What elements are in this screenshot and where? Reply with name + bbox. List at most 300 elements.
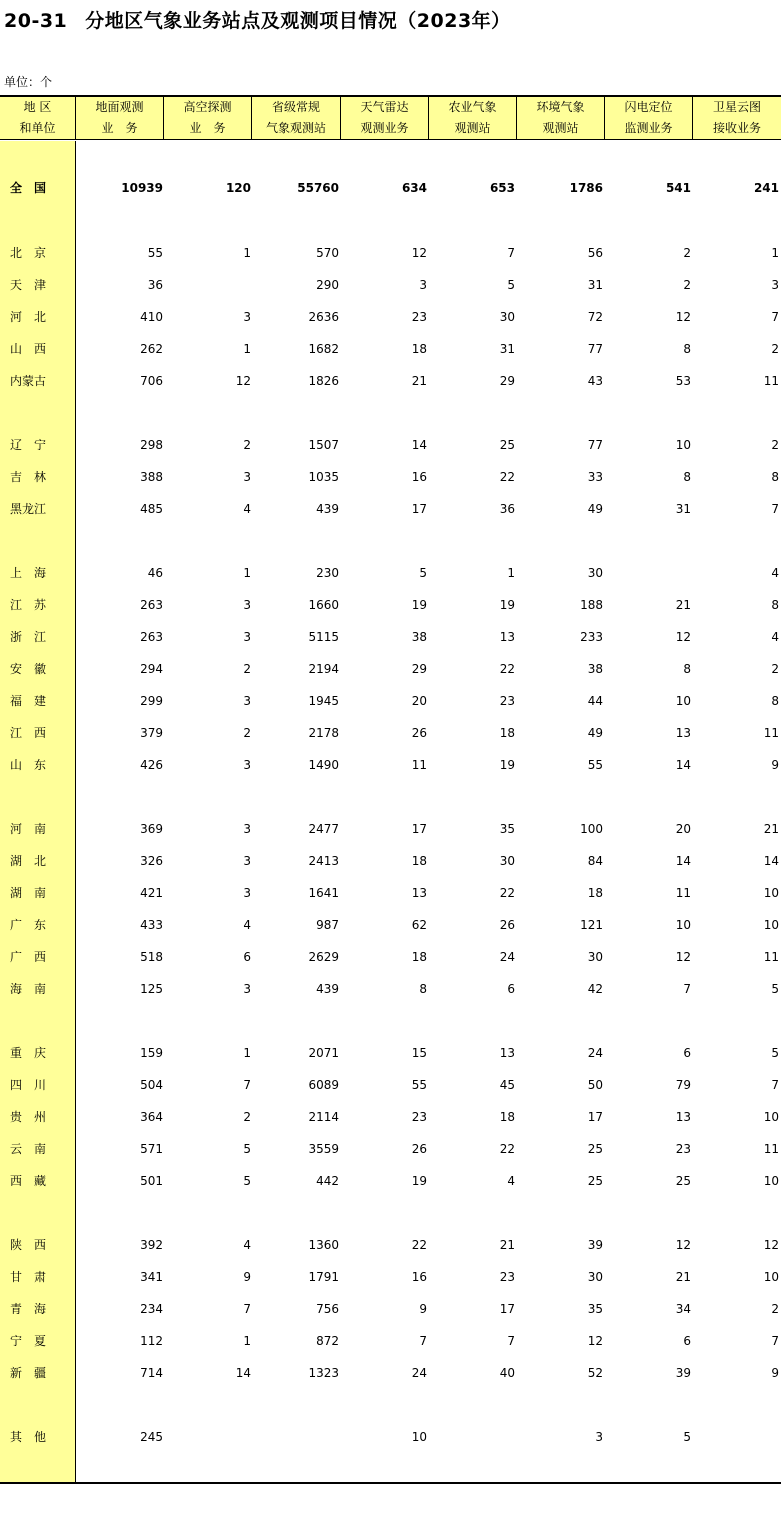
table-cell: 13 — [499, 1046, 515, 1060]
table-cell: 7 — [771, 310, 779, 324]
table-cell: 17 — [411, 822, 427, 836]
table-row — [0, 595, 781, 615]
table-cell: 36 — [499, 502, 515, 516]
column-header-line2: 气象观测站 — [265, 121, 326, 135]
table-cell: 5 — [771, 982, 779, 996]
table-cell: 26 — [411, 726, 427, 740]
table-cell: 442 — [316, 1174, 339, 1188]
table-cell: 21 — [499, 1238, 515, 1252]
table-cell: 21 — [763, 822, 779, 836]
table-row — [0, 883, 781, 903]
table-cell: 18 — [411, 342, 427, 356]
region-name: 福 建 — [10, 694, 47, 708]
unit-label: 单位：个 — [4, 75, 53, 89]
table-cell: 3 — [243, 598, 251, 612]
table-cell: 11 — [411, 758, 427, 772]
table-cell: 77 — [587, 438, 603, 452]
table-cell: 8 — [771, 598, 779, 612]
table-cell: 4 — [243, 918, 251, 932]
table-cell: 14 — [675, 758, 691, 772]
column-header-line1: 省级常规 — [271, 100, 320, 114]
table-cell: 49 — [587, 726, 603, 740]
table-row — [0, 755, 781, 775]
table-cell: 23 — [499, 1270, 515, 1284]
table-cell: 392 — [140, 1238, 163, 1252]
table-cell: 38 — [411, 630, 427, 644]
table-cell: 5 — [419, 566, 427, 580]
table-cell: 5 — [507, 278, 515, 292]
table-cell: 55 — [411, 1078, 427, 1092]
table-cell: 6 — [507, 982, 515, 996]
region-name: 黑龙江 — [10, 502, 47, 516]
column-header-line2: 业 务 — [189, 121, 226, 135]
table-cell: 4 — [243, 502, 251, 516]
table-cell: 2 — [683, 278, 691, 292]
table-cell: 14 — [235, 1366, 251, 1380]
table-cell: 541 — [665, 181, 691, 195]
column-header — [252, 97, 341, 139]
region-name: 陕 西 — [10, 1238, 47, 1252]
region-name: 天 津 — [10, 278, 47, 292]
header-rule — [0, 139, 781, 140]
table-cell: 8 — [683, 662, 691, 676]
table-cell: 13 — [675, 1110, 691, 1124]
table-cell: 38 — [587, 662, 603, 676]
region-name: 云 南 — [10, 1142, 47, 1156]
table-cell: 571 — [140, 1142, 163, 1156]
region-name: 青 海 — [10, 1302, 47, 1316]
table-cell: 18 — [499, 1110, 515, 1124]
region-name: 西 藏 — [10, 1174, 47, 1188]
table-cell: 8 — [771, 470, 779, 484]
table-row — [0, 1043, 781, 1063]
table-cell: 7 — [243, 1302, 251, 1316]
table-row — [0, 819, 781, 839]
table-cell: 22 — [499, 662, 515, 676]
table-cell: 18 — [499, 726, 515, 740]
column-header-line2: 观测业务 — [360, 121, 409, 135]
table-cell: 20 — [675, 822, 691, 836]
table-cell: 364 — [140, 1110, 163, 1124]
table-cell: 230 — [316, 566, 339, 580]
column-header-line2: 业 务 — [101, 121, 138, 135]
table-cell: 1323 — [308, 1366, 339, 1380]
table-row — [0, 178, 781, 198]
table-cell: 426 — [140, 758, 163, 772]
table-row — [0, 1363, 781, 1383]
table-cell: 12 — [675, 310, 691, 324]
table-cell: 45 — [499, 1078, 515, 1092]
table-cell: 62 — [411, 918, 427, 932]
table-cell: 1826 — [308, 374, 339, 388]
table-cell: 1035 — [308, 470, 339, 484]
table-row — [0, 851, 781, 871]
table-cell: 10 — [763, 1174, 779, 1188]
table-cell: 5115 — [308, 630, 339, 644]
table-cell: 2 — [243, 662, 251, 676]
table-row — [0, 1107, 781, 1127]
table-cell: 29 — [411, 662, 427, 676]
column-header — [164, 97, 252, 139]
table-cell: 15 — [411, 1046, 427, 1060]
column-header-line1: 地 区 — [23, 100, 52, 114]
table-cell: 3 — [243, 854, 251, 868]
region-name: 浙 江 — [10, 630, 47, 644]
table-cell: 120 — [225, 181, 251, 195]
column-header-line2: 和单位 — [19, 121, 56, 135]
table-cell: 6 — [683, 1334, 691, 1348]
table-cell: 40 — [499, 1366, 515, 1380]
column-header-line2: 观测站 — [542, 121, 579, 135]
table-row — [0, 275, 781, 295]
table-cell: 39 — [587, 1238, 603, 1252]
table-cell: 410 — [140, 310, 163, 324]
region-name: 北 京 — [10, 246, 47, 260]
table-cell: 7 — [419, 1334, 427, 1348]
table-cell: 294 — [140, 662, 163, 676]
table-cell: 4 — [243, 1238, 251, 1252]
region-name: 江 苏 — [10, 598, 47, 612]
region-name: 上 海 — [10, 566, 47, 580]
table-row — [0, 1427, 781, 1447]
table-cell: 7 — [507, 246, 515, 260]
table-cell: 11 — [675, 886, 691, 900]
table-cell: 50 — [587, 1078, 603, 1092]
table-cell: 30 — [587, 566, 603, 580]
table-cell: 2 — [243, 726, 251, 740]
table-cell: 52 — [587, 1366, 603, 1380]
table-cell: 36 — [147, 278, 163, 292]
region-name: 山 东 — [10, 758, 47, 772]
table-cell: 22 — [499, 1142, 515, 1156]
table-cell: 2 — [771, 1302, 779, 1316]
region-name: 甘 肃 — [10, 1270, 47, 1284]
column-header — [605, 97, 693, 139]
region-name: 河 南 — [10, 822, 47, 836]
table-cell: 1641 — [308, 886, 339, 900]
region-name: 江 西 — [10, 726, 47, 740]
table-cell: 10939 — [121, 181, 163, 195]
table-cell: 19 — [411, 598, 427, 612]
table-cell: 6 — [683, 1046, 691, 1060]
table-cell: 263 — [140, 598, 163, 612]
region-name: 辽 宁 — [10, 438, 47, 452]
table-cell: 262 — [140, 342, 163, 356]
table-cell: 17 — [411, 502, 427, 516]
table-cell: 2629 — [308, 950, 339, 964]
table-cell: 299 — [140, 694, 163, 708]
table-cell: 33 — [587, 470, 603, 484]
table-cell: 24 — [587, 1046, 603, 1060]
table-cell: 3 — [243, 758, 251, 772]
table-cell: 21 — [675, 598, 691, 612]
column-header-line1: 卫星云图 — [712, 100, 761, 114]
table-cell: 21 — [411, 374, 427, 388]
table-cell: 1945 — [308, 694, 339, 708]
table-cell: 23 — [675, 1142, 691, 1156]
column-header — [517, 97, 605, 139]
table-cell: 6089 — [308, 1078, 339, 1092]
table-row — [0, 1299, 781, 1319]
table-cell: 159 — [140, 1046, 163, 1060]
table-cell: 2178 — [308, 726, 339, 740]
table-cell: 10 — [675, 438, 691, 452]
table-cell: 3 — [419, 278, 427, 292]
region-name: 重 庆 — [10, 1046, 47, 1060]
table-cell: 439 — [316, 982, 339, 996]
table-cell: 570 — [316, 246, 339, 260]
table-cell: 1 — [507, 566, 515, 580]
column-header — [0, 97, 76, 139]
table-cell: 2636 — [308, 310, 339, 324]
table-cell: 13 — [499, 630, 515, 644]
table-cell: 30 — [587, 950, 603, 964]
table-cell: 25 — [675, 1174, 691, 1188]
table-cell: 5 — [243, 1142, 251, 1156]
table-cell: 2 — [771, 438, 779, 452]
region-name: 贵 州 — [10, 1110, 47, 1124]
table-cell: 234 — [140, 1302, 163, 1316]
region-name: 河 北 — [10, 310, 47, 324]
table-cell: 1682 — [308, 342, 339, 356]
column-header — [429, 97, 517, 139]
table-cell: 125 — [140, 982, 163, 996]
table-cell: 3 — [243, 470, 251, 484]
bottom-rule — [0, 1482, 781, 1484]
table-cell: 18 — [411, 950, 427, 964]
table-cell: 10 — [763, 1110, 779, 1124]
table-cell: 6 — [243, 950, 251, 964]
table-cell: 21 — [675, 1270, 691, 1284]
table-cell: 24 — [411, 1366, 427, 1380]
table-cell: 25 — [499, 438, 515, 452]
table-cell: 8 — [419, 982, 427, 996]
table-cell: 439 — [316, 502, 339, 516]
table-cell: 369 — [140, 822, 163, 836]
column-header-line1: 农业气象 — [448, 100, 497, 114]
table-cell: 2071 — [308, 1046, 339, 1060]
table-cell: 1 — [243, 1046, 251, 1060]
table-cell: 1786 — [569, 181, 603, 195]
data-table — [0, 95, 781, 1485]
region-name: 海 南 — [10, 982, 47, 996]
region-name: 宁 夏 — [10, 1334, 47, 1348]
column-header-line1: 环境气象 — [536, 100, 585, 114]
table-cell: 10 — [763, 918, 779, 932]
column-header-line2: 观测站 — [454, 121, 491, 135]
table-cell: 433 — [140, 918, 163, 932]
table-cell: 12 — [675, 630, 691, 644]
column-header — [693, 97, 781, 139]
page-title — [4, 6, 511, 33]
table-cell: 10 — [675, 918, 691, 932]
table-cell: 53 — [675, 374, 691, 388]
table-cell: 11 — [763, 374, 779, 388]
table-number: 20-31 — [4, 10, 68, 32]
table-cell: 188 — [580, 598, 603, 612]
table-cell: 19 — [499, 758, 515, 772]
table-cell: 25 — [587, 1174, 603, 1188]
table-cell: 10 — [763, 886, 779, 900]
table-cell: 5 — [243, 1174, 251, 1188]
table-cell: 12 — [675, 1238, 691, 1252]
table-cell: 872 — [316, 1334, 339, 1348]
table-cell: 25 — [587, 1142, 603, 1156]
region-name: 内蒙古 — [10, 374, 47, 388]
table-cell: 39 — [675, 1366, 691, 1380]
column-header-line1: 闪电定位 — [624, 100, 673, 114]
table-row — [0, 563, 781, 583]
table-row — [0, 723, 781, 743]
table-cell: 2 — [243, 438, 251, 452]
table-cell: 3 — [243, 982, 251, 996]
table-cell: 326 — [140, 854, 163, 868]
table-cell: 3 — [243, 630, 251, 644]
table-row — [0, 1171, 781, 1191]
table-cell: 2413 — [308, 854, 339, 868]
region-name: 新 疆 — [10, 1366, 47, 1380]
table-title: 分地区气象业务站点及观测项目情况（2023年） — [85, 10, 511, 32]
table-row — [0, 627, 781, 647]
table-cell: 29 — [499, 374, 515, 388]
table-cell: 23 — [499, 694, 515, 708]
table-cell: 9 — [771, 1366, 779, 1380]
table-cell: 30 — [499, 854, 515, 868]
table-cell: 10 — [675, 694, 691, 708]
table-cell: 1 — [243, 1334, 251, 1348]
table-cell: 7 — [243, 1078, 251, 1092]
table-cell: 23 — [411, 1110, 427, 1124]
table-cell: 19 — [499, 598, 515, 612]
table-row — [0, 467, 781, 487]
table-cell: 121 — [580, 918, 603, 932]
table-cell: 8 — [683, 470, 691, 484]
table-cell: 2477 — [308, 822, 339, 836]
table-cell: 14 — [411, 438, 427, 452]
column-header-line1: 高空探测 — [183, 100, 232, 114]
table-cell: 55 — [587, 758, 603, 772]
table-cell: 10 — [763, 1270, 779, 1284]
table-cell: 22 — [499, 470, 515, 484]
table-cell: 3 — [243, 694, 251, 708]
region-name: 其 他 — [10, 1430, 47, 1444]
table-cell: 5 — [683, 1430, 691, 1444]
region-name: 全 国 — [10, 181, 47, 195]
table-cell: 1 — [243, 246, 251, 260]
table-cell: 24 — [499, 950, 515, 964]
table-cell: 298 — [140, 438, 163, 452]
table-cell: 3 — [595, 1430, 603, 1444]
table-cell: 9 — [243, 1270, 251, 1284]
table-cell: 634 — [401, 181, 427, 195]
table-row — [0, 979, 781, 999]
table-cell: 46 — [147, 566, 163, 580]
table-cell: 35 — [499, 822, 515, 836]
table-cell: 12 — [411, 246, 427, 260]
table-cell: 77 — [587, 342, 603, 356]
region-name: 吉 林 — [10, 470, 47, 484]
table-cell: 2114 — [308, 1110, 339, 1124]
table-cell: 13 — [675, 726, 691, 740]
table-cell: 379 — [140, 726, 163, 740]
column-header-line1: 天气雷达 — [360, 100, 409, 114]
table-cell: 5 — [771, 1046, 779, 1060]
table-cell: 1 — [243, 342, 251, 356]
table-cell: 653 — [489, 181, 515, 195]
table-cell: 35 — [587, 1302, 603, 1316]
region-name: 安 徽 — [10, 662, 47, 676]
table-cell: 18 — [587, 886, 603, 900]
table-cell: 31 — [675, 502, 691, 516]
table-cell: 30 — [499, 310, 515, 324]
table-cell: 26 — [411, 1142, 427, 1156]
table-cell: 290 — [316, 278, 339, 292]
table-cell: 72 — [587, 310, 603, 324]
region-name: 湖 南 — [10, 886, 47, 900]
table-cell: 22 — [499, 886, 515, 900]
table-cell: 388 — [140, 470, 163, 484]
region-name: 广 西 — [10, 950, 47, 964]
table-row — [0, 947, 781, 967]
table-row — [0, 1139, 781, 1159]
table-cell: 4 — [771, 630, 779, 644]
table-cell: 12 — [675, 950, 691, 964]
table-cell: 1490 — [308, 758, 339, 772]
table-cell: 84 — [587, 854, 603, 868]
table-cell: 31 — [499, 342, 515, 356]
table-cell: 17 — [499, 1302, 515, 1316]
table-row — [0, 1267, 781, 1287]
column-header-line2: 监测业务 — [624, 121, 673, 135]
table-cell: 31 — [587, 278, 603, 292]
table-cell: 55760 — [297, 181, 339, 195]
table-cell: 56 — [587, 246, 603, 260]
table-cell: 12 — [587, 1334, 603, 1348]
table-cell: 485 — [140, 502, 163, 516]
table-cell: 241 — [753, 181, 779, 195]
table-cell: 7 — [771, 1334, 779, 1348]
table-row — [0, 307, 781, 327]
table-cell: 16 — [411, 1270, 427, 1284]
table-cell: 49 — [587, 502, 603, 516]
table-cell: 263 — [140, 630, 163, 644]
table-cell: 17 — [587, 1110, 603, 1124]
table-cell: 504 — [140, 1078, 163, 1092]
table-cell: 3 — [243, 822, 251, 836]
table-cell: 2 — [683, 246, 691, 260]
table-cell: 11 — [763, 726, 779, 740]
column-header-line1: 地面观测 — [95, 100, 144, 114]
column-header — [76, 97, 164, 139]
top-rule — [0, 95, 781, 97]
table-cell: 3 — [243, 886, 251, 900]
table-cell: 987 — [316, 918, 339, 932]
table-cell: 18 — [411, 854, 427, 868]
table-cell: 34 — [675, 1302, 691, 1316]
table-cell: 43 — [587, 374, 603, 388]
table-row — [0, 435, 781, 455]
table-row — [0, 691, 781, 711]
table-cell: 9 — [419, 1302, 427, 1316]
table-cell: 4 — [507, 1174, 515, 1188]
table-cell: 2194 — [308, 662, 339, 676]
table-cell: 8 — [771, 694, 779, 708]
table-row — [0, 1235, 781, 1255]
table-header — [0, 97, 781, 139]
table-cell: 245 — [140, 1430, 163, 1444]
table-cell: 19 — [411, 1174, 427, 1188]
table-cell: 7 — [683, 982, 691, 996]
